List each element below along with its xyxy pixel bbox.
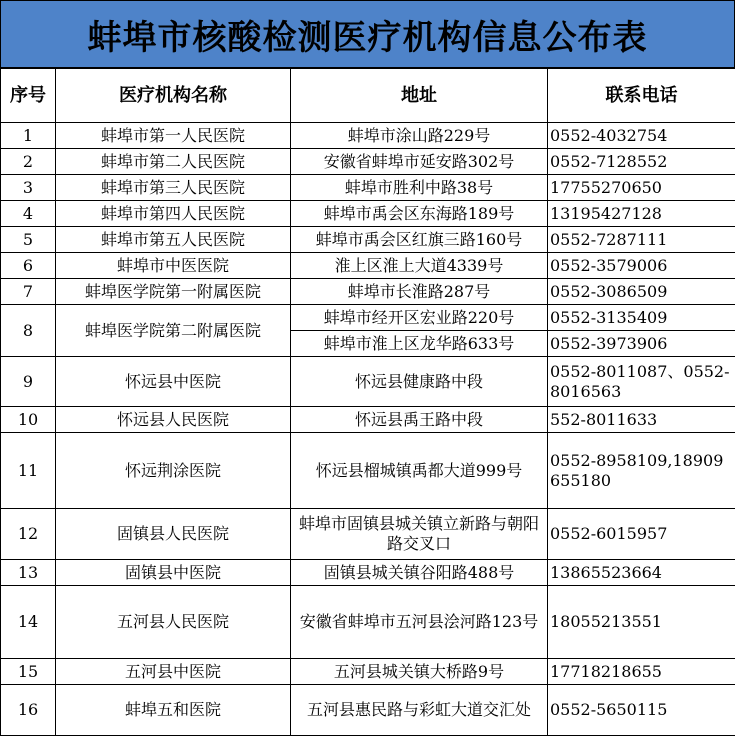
cell-no: 6 <box>1 253 56 279</box>
cell-no: 9 <box>1 357 56 407</box>
cell-no: 10 <box>1 407 56 433</box>
cell-name: 怀远荆涂医院 <box>56 433 291 509</box>
cell-phone: 18055213551 <box>548 586 735 659</box>
table-row <box>1 201 735 227</box>
cell-phone: 0552-4032754 <box>548 123 735 149</box>
cell-address: 蚌埠市经开区宏业路220号 <box>291 305 548 331</box>
table-row <box>1 227 735 253</box>
cell-name: 蚌埠市第一人民医院 <box>56 123 291 149</box>
cell-address: 怀远县榴城镇禹都大道999号 <box>291 433 548 509</box>
cell-no: 3 <box>1 175 56 201</box>
header-row <box>1 69 735 123</box>
institution-table <box>0 68 735 736</box>
cell-address: 蚌埠市固镇县城关镇立新路与朝阳路交叉口 <box>291 509 548 560</box>
header-no: 序号 <box>1 69 56 123</box>
cell-name: 五河县中医院 <box>56 659 291 685</box>
table-row <box>1 149 735 175</box>
cell-no: 12 <box>1 509 56 560</box>
cell-no: 14 <box>1 586 56 659</box>
cell-address: 蚌埠市涂山路229号 <box>291 123 548 149</box>
cell-no: 1 <box>1 123 56 149</box>
cell-phone: 0552-3579006 <box>548 253 735 279</box>
cell-address: 蚌埠市长淮路287号 <box>291 279 548 305</box>
table-row <box>1 279 735 305</box>
cell-phone: 17755270650 <box>548 175 735 201</box>
cell-no: 7 <box>1 279 56 305</box>
cell-phone: 0552-8958109,18909655180 <box>548 433 735 509</box>
cell-name: 蚌埠市第二人民医院 <box>56 149 291 175</box>
cell-address: 蚌埠市淮上区龙华路633号 <box>291 331 548 357</box>
cell-phone: 13195427128 <box>548 201 735 227</box>
cell-address: 怀远县健康路中段 <box>291 357 548 407</box>
cell-no: 2 <box>1 149 56 175</box>
cell-name: 怀远县中医院 <box>56 357 291 407</box>
table-row <box>1 123 735 149</box>
header-name: 医疗机构名称 <box>56 69 291 123</box>
cell-no: 13 <box>1 560 56 586</box>
cell-address: 固镇县城关镇谷阳路488号 <box>291 560 548 586</box>
table-row <box>1 586 735 659</box>
cell-no: 5 <box>1 227 56 253</box>
table-row <box>1 175 735 201</box>
header-phone: 联系电话 <box>548 69 735 123</box>
cell-address: 五河县城关镇大桥路9号 <box>291 659 548 685</box>
cell-phone: 0552-7287111 <box>548 227 735 253</box>
header-address: 地址 <box>291 69 548 123</box>
title-bar <box>0 0 735 68</box>
table-row <box>1 560 735 586</box>
cell-name: 蚌埠医学院第一附属医院 <box>56 279 291 305</box>
table-row <box>1 357 735 407</box>
cell-address: 蚌埠市禹会区东海路189号 <box>291 201 548 227</box>
cell-address: 五河县惠民路与彩虹大道交汇处 <box>291 685 548 736</box>
cell-name: 蚌埠市中医医院 <box>56 253 291 279</box>
table-row <box>1 305 735 331</box>
cell-name: 五河县人民医院 <box>56 586 291 659</box>
cell-phone: 0552-8011087、0552-8016563 <box>548 357 735 407</box>
cell-phone: 0552-5650115 <box>548 685 735 736</box>
cell-phone: 0552-7128552 <box>548 149 735 175</box>
cell-address: 蚌埠市胜利中路38号 <box>291 175 548 201</box>
cell-name: 固镇县中医院 <box>56 560 291 586</box>
table-row <box>1 685 735 736</box>
table-row <box>1 253 735 279</box>
table-row <box>1 433 735 509</box>
cell-phone: 0552-6015957 <box>548 509 735 560</box>
cell-no: 15 <box>1 659 56 685</box>
page-title: 蚌埠市核酸检测医疗机构信息公布表 <box>87 17 648 58</box>
cell-phone: 0552-3973906 <box>548 331 735 357</box>
cell-phone: 0552-3135409 <box>548 305 735 331</box>
cell-name: 蚌埠市第五人民医院 <box>56 227 291 253</box>
cell-address: 怀远县禹王路中段 <box>291 407 548 433</box>
table-row <box>1 509 735 560</box>
cell-no: 16 <box>1 685 56 736</box>
cell-phone: 552-8011633 <box>548 407 735 433</box>
cell-address: 蚌埠市禹会区红旗三路160号 <box>291 227 548 253</box>
cell-name: 蚌埠医学院第二附属医院 <box>56 305 291 357</box>
cell-no: 4 <box>1 201 56 227</box>
cell-name: 蚌埠五和医院 <box>56 685 291 736</box>
cell-no: 11 <box>1 433 56 509</box>
cell-address: 淮上区淮上大道4339号 <box>291 253 548 279</box>
cell-phone: 13865523664 <box>548 560 735 586</box>
cell-name: 蚌埠市第三人民医院 <box>56 175 291 201</box>
table-row <box>1 407 735 433</box>
cell-name: 蚌埠市第四人民医院 <box>56 201 291 227</box>
cell-address: 安徽省蚌埠市延安路302号 <box>291 149 548 175</box>
cell-address: 安徽省蚌埠市五河县浍河路123号 <box>291 586 548 659</box>
cell-no: 8 <box>1 305 56 357</box>
cell-name: 怀远县人民医院 <box>56 407 291 433</box>
cell-phone: 0552-3086509 <box>548 279 735 305</box>
cell-phone: 17718218655 <box>548 659 735 685</box>
cell-name: 固镇县人民医院 <box>56 509 291 560</box>
table-row <box>1 659 735 685</box>
